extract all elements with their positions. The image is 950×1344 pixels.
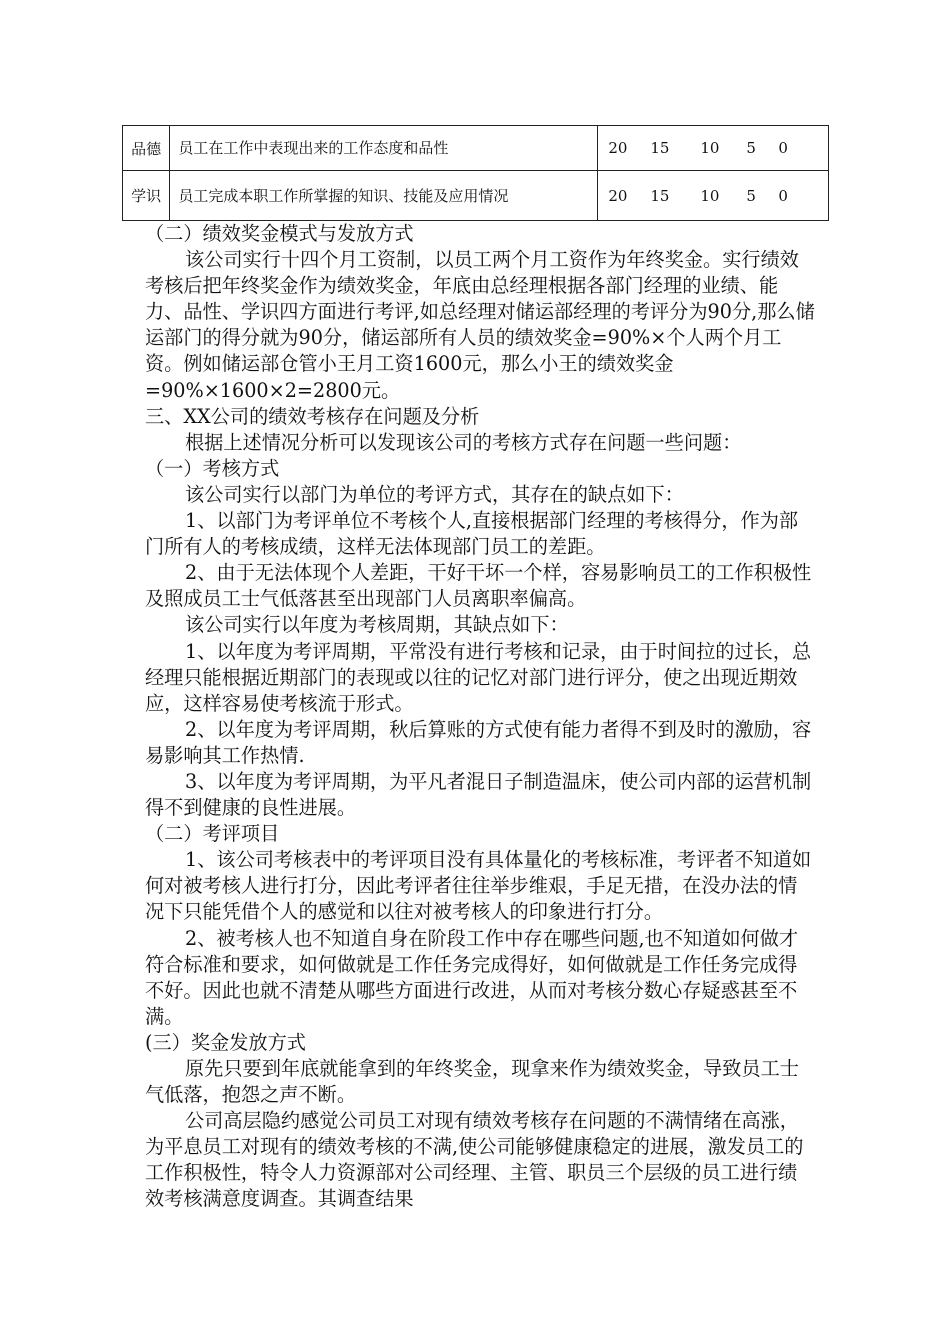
score-value: 10 [700, 186, 720, 205]
score-value: 5 [746, 186, 756, 205]
section-heading: （二）考评项目 [145, 822, 280, 846]
paragraph: 该公司实行十四个月工资制，以员工两个月工资作为年终奖金。实行绩效考核后把年终奖金作为绩效奖金，年底由总经理根据各部门经理的业绩、能力、品性、学识四方面进行考评,如总经理对储运部经理的考评分为90分,那么储运部门的得分就为90分，储运部所有人员的绩效奖金=90%×个人两个月工资。例如储运部仓管小王月工资1600元，那么小王的绩效奖金=90%×1600×2=2800元。 [145, 248, 815, 402]
criterion-description: 员工在工作中表现出来的工作态度和品性 [170, 126, 598, 171]
score-levels [598, 126, 829, 171]
paragraph: 根据上述情况分析可以发现该公司的考核方式存在问题一些问题： [185, 430, 742, 454]
section-heading: （一）考核方式 [145, 456, 280, 480]
score-value: 0 [778, 186, 788, 205]
paragraph: 公司高层隐约感觉公司员工对现有绩效考核存在问题的不满情绪在高涨，为平息员工对现有的绩效考核的不满,使公司能够健康稳定的进展，激发员工的工作积极性，特令人力资源部对公司经理、主管、职员三个层级的员工进行绩效考核满意度调查。其调查结果 [145, 1109, 804, 1211]
score-value: 10 [700, 139, 720, 157]
paragraph: 该公司实行以年度为考核周期，其缺点如下： [185, 613, 569, 637]
document-body [145, 221, 815, 1213]
paragraph: 1、该公司考核表中的考评项目没有具体量化的考核标准，考评者不知道如何对被考核人进行打分，因此考评者往往举步维艰，手足无措，在没办法的情况下只能凭借个人的感觉和以往对被考核人的印象进行打分。 [145, 848, 812, 924]
section-heading: 三、XX公司的绩效考核存在问题及分析 [145, 404, 480, 428]
paragraph: 原先只要到年底就能拿到的年终奖金，现拿来作为绩效奖金，导致员工士气低落，抱怨之声不断。 [145, 1057, 799, 1107]
paragraph: 该公司实行以部门为单位的考评方式，其存在的缺点如下： [185, 482, 684, 506]
paragraph: 1、以部门为考评单位不考核个人,直接根据部门经理的考核得分，作为部门所有人的考核成绩，这样无法体现部门员工的差距。 [145, 509, 799, 559]
score-value: 5 [746, 139, 756, 157]
table-row [123, 171, 829, 221]
paragraph: 2、被考核人也不知道自身在阶段工作中存在哪些问题,也不知道如何做才符合标准和要求，如何做就是工作任务完成得好，如何做就是工作任务完成得不好。因此也就不清楚从哪些方面进行改进，从而对考核分数心存疑惑甚至不满。 [145, 926, 799, 1028]
paragraph: 1、以年度为考评周期，平常没有进行考核和记录，由于时间拉的过长，总经理只能根据近期部门的表现或以往的记忆对部门进行评分，使之出现近期效应，这样容易使考核流于形式。 [145, 639, 812, 715]
paragraph: 2、以年度为考评周期，秋后算账的方式使有能力者得不到及时的激励，容易影响其工作热情. [145, 717, 812, 767]
criterion-name: 品德 [123, 126, 170, 171]
score-levels [598, 171, 829, 221]
evaluation-table [122, 125, 829, 221]
score-value: 15 [650, 139, 670, 157]
paragraph: 3、以年度为考评周期，为平凡者混日子制造温床，使公司内部的运营机制得不到健康的良性进展。 [145, 769, 812, 820]
criterion-description: 员工完成本职工作所掌握的知识、技能及应用情况 [170, 171, 598, 221]
paragraph: 2、由于无法体现个人差距，干好干坏一个样，容易影响员工的工作积极性及照成员工士气低落甚至出现部门人员离职率偏高。 [145, 561, 812, 611]
score-value: 20 [608, 186, 628, 205]
score-value: 0 [778, 139, 788, 157]
criterion-name: 学识 [123, 171, 170, 221]
section-heading: （二）绩效奖金模式与发放方式 [145, 222, 414, 245]
table-row [123, 126, 829, 171]
score-value: 15 [650, 186, 670, 205]
score-value: 20 [608, 139, 628, 157]
section-heading: (三）奖金发放方式 [145, 1030, 306, 1054]
